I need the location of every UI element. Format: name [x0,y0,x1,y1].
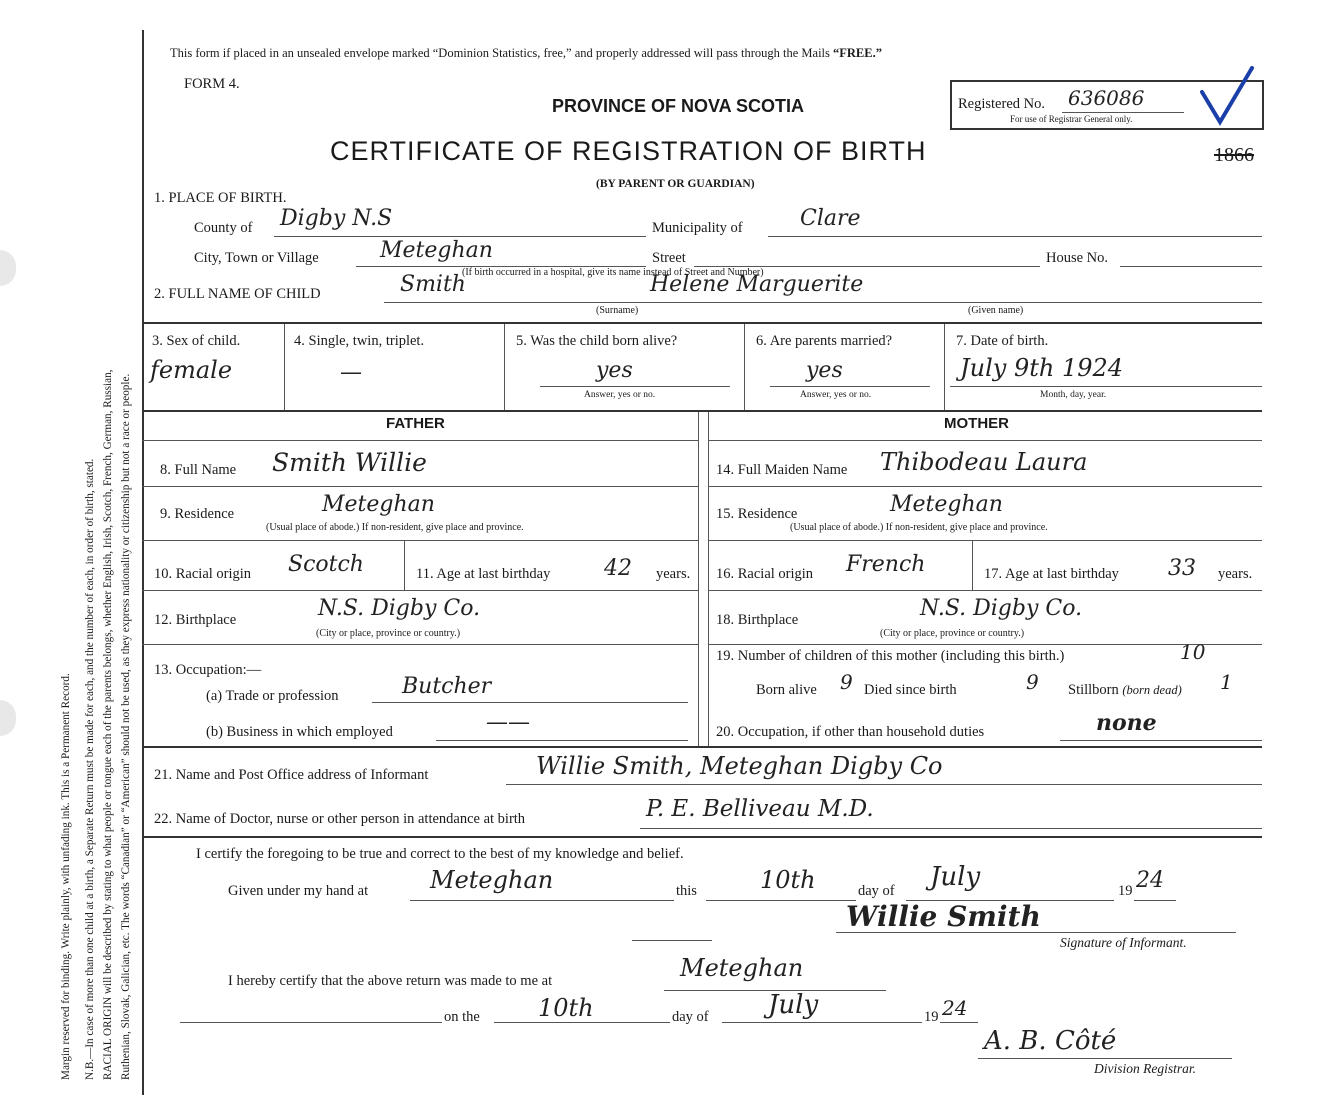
section-divider [142,746,1262,748]
county-label: County of [194,220,253,236]
mother-race-label: 16. Racial origin [716,566,814,582]
given-year: 24 [1136,868,1164,893]
corner-number: 1866 [1214,144,1254,166]
section-divider [142,836,1262,838]
field-line [180,1022,442,1023]
subtitle: (BY PARENT OR GUARDIAN) [596,178,755,190]
father-occupation-label: 13. Occupation:— [154,662,262,678]
given-month: July [930,862,981,892]
field-line [1134,900,1176,901]
field-line [706,900,856,901]
margin-note: Margin reserved for binding. Write plainly, with unfading ink. This is a Permanent Record. [60,673,72,1080]
separator-line [632,940,712,941]
county-value: Digby N.S [280,206,393,231]
city-label: City, Town or Village [194,250,319,266]
registrar-year: 24 [942,996,968,1020]
row-divider [708,486,1262,487]
born-alive-count-value: 9 [840,670,853,694]
this-label: this [676,883,697,899]
father-name-label: 8. Full Name [160,462,237,478]
plurality-value: — [340,360,362,385]
field-line [436,740,688,741]
born-alive-caption: Answer, yes or no. [584,390,656,400]
on-the-label: on the [444,1009,480,1025]
father-residence-label: 9. Residence [160,506,235,522]
field-line [1120,266,1262,267]
row-divider [142,540,698,541]
registered-number: 636086 [1068,86,1145,110]
father-name-value: Smith Willie [272,448,427,477]
father-residence-caption: (Usual place of abode.) If non-resident, give place and province. [266,522,524,533]
given-place: Meteghan [430,866,554,894]
mother-birthplace-value: N.S. Digby Co. [920,596,1083,621]
mother-occupation-value: none [1096,710,1157,736]
child-name-label: 2. FULL NAME OF CHILD [154,286,321,302]
day-of-label: day of [858,883,895,899]
row-divider [708,590,1262,591]
business-label: (b) Business in which employed [206,724,393,740]
row-divider [142,440,698,441]
row-divider [708,440,1262,441]
row-divider [708,644,1262,645]
sex-value: female [150,356,233,384]
business-value: —— [486,710,530,735]
registrar-caption: Division Registrar. [1094,1061,1197,1076]
plurality-label: 4. Single, twin, triplet. [294,333,425,349]
field-line [1060,740,1262,741]
informant-signature-caption: Signature of Informant. [1060,935,1187,950]
field-line [372,702,688,703]
field-line [770,386,930,387]
place-of-birth-heading: 1. PLACE OF BIRTH. [154,190,287,206]
given-name-caption: (Given name) [968,305,1024,316]
form-number: FORM 4. [184,76,240,92]
children-value: 10 [1180,640,1206,664]
page-title: CERTIFICATE OF REGISTRATION OF BIRTH [330,136,927,166]
sex-label: 3. Sex of child. [152,333,241,349]
house-label: House No. [1046,250,1109,266]
child-surname: Smith [400,272,466,297]
row-divider [142,644,698,645]
dob-value: July 9th 1924 [960,354,1124,382]
registrar-month: July [768,990,819,1020]
postal-note: This form if placed in an unsealed envelope marked “Dominion Statistics, free,” and properly addressed will pass through the Mails “FREE.” [170,46,882,60]
doctor-label: 22. Name of Doctor, nurse or other person in attendance at birth [154,811,526,827]
field-line [768,236,1262,237]
registrar-note: For use of Registrar General only. [1010,114,1133,124]
mother-residence-label: 15. Residence [716,506,798,522]
trade-label: (a) Trade or profession [206,688,339,704]
father-heading: FATHER [386,415,445,432]
mother-residence-caption: (Usual place of abode.) If non-resident, give place and province. [790,522,1048,533]
column-divider [708,412,709,746]
registrar-signature: A. B. Côté [984,1026,1117,1056]
parents-married-value: yes [806,358,843,383]
mother-name-label: 14. Full Maiden Name [716,462,848,478]
registrar-year-prefix: 19 [924,1009,939,1025]
cell-divider [504,324,505,410]
cell-divider [944,324,945,410]
row-divider [708,540,1262,541]
given-under-label: Given under my hand at [228,883,369,899]
informant-label: 21. Name and Post Office address of Informant [154,767,429,783]
informant-value: Willie Smith, Meteghan Digby Co [536,752,943,780]
father-birthplace-value: N.S. Digby Co. [318,596,481,621]
city-value: Meteghan [380,238,493,263]
parents-married-label: 6. Are parents married? [756,333,893,349]
informant-signature: Willie Smith [846,900,1041,933]
cell-divider [972,540,973,590]
field-line [384,302,1262,303]
surname-caption: (Surname) [596,305,639,316]
child-given-name: Helene Marguerite [650,272,864,297]
margin-note: RACIAL ORIGIN will be described by stating to what people or tongue each of the parents belongs, whether English, Irish, Scotch, French, German, Russian, [102,369,114,1080]
trade-value: Butcher [402,674,492,699]
registrar-day: 10th [538,994,594,1022]
section-divider [142,410,1262,412]
field-line [950,386,1262,387]
section-divider [142,322,1262,324]
street-label: Street [652,250,686,266]
mother-occupation-label: 20. Occupation, if other than household duties [716,724,985,740]
registrar-place: Meteghan [680,954,804,982]
municipality-value: Clare [800,206,861,231]
father-age-unit: years. [656,566,691,582]
mother-birthplace-caption: (City or place, province or country.) [880,628,1025,639]
field-line [940,1022,978,1023]
field-line [640,828,1262,829]
stillborn-label: Stillborn (born dead) [1068,682,1182,698]
signature-line [978,1058,1232,1059]
died-value: 9 [1026,670,1039,694]
binding-hole [0,700,16,736]
row-divider [142,590,698,591]
mother-name-value: Thibodeau Laura [880,448,1088,476]
form-left-border [142,30,144,1095]
mother-age-unit: years. [1218,566,1253,582]
father-residence-value: Meteghan [322,492,435,517]
municipality-label: Municipality of [652,220,743,236]
father-race-value: Scotch [288,552,364,577]
signature-line [836,932,1236,933]
father-age-label: 11. Age at last birthday [416,566,551,582]
cell-divider [744,324,745,410]
mother-residence-value: Meteghan [890,492,1003,517]
dob-caption: Month, day, year. [1040,390,1107,400]
father-birthplace-label: 12. Birthplace [154,612,237,628]
year-prefix: 19 [1118,883,1133,899]
died-label: Died since birth [864,682,957,698]
doctor-value: P. E. Belliveau M.D. [646,796,874,822]
father-race-label: 10. Racial origin [154,566,252,582]
mother-race-value: French [846,552,926,577]
mother-birthplace-label: 18. Birthplace [716,612,799,628]
margin-note: Ruthenian, Slovak, Galician, etc. The words “Canadian” or “American” should not be used, as they express nationality or citizenship but not a race or people. [120,373,132,1080]
hospital-note: (If birth occurred in a hospital, give its name instead of Street and Number) [462,267,764,278]
born-alive-value: yes [596,358,633,383]
registrar-certify-text: I hereby certify that the above return was made to me at [228,973,553,989]
province-heading: PROVINCE OF NOVA SCOTIA [552,96,805,116]
field-line [506,784,1262,785]
mother-age-value: 33 [1168,556,1196,581]
cell-divider [404,540,405,590]
checkmark-icon [1200,62,1260,132]
father-birthplace-caption: (City or place, province or country.) [316,628,461,639]
field-line [494,1022,670,1023]
column-divider [698,412,699,746]
margin-note: N.B.—In case of more than one child at a birth, a Separate Return must be made for each, and the number of each, in order of birth, stated. [84,458,96,1080]
registrar-day-of-label: day of [672,1009,709,1025]
certify-text: I certify the foregoing to be true and correct to the best of my knowledge and belief. [196,846,684,862]
given-day: 10th [760,866,816,894]
field-line [274,236,646,237]
registered-label: Registered No. [958,96,1045,112]
binding-hole [0,250,16,286]
born-alive-label: 5. Was the child born alive? [516,333,678,349]
mother-age-label: 17. Age at last birthday [984,566,1119,582]
born-alive-count-label: Born alive [756,682,817,698]
field-line [410,900,674,901]
father-age-value: 42 [604,556,632,581]
dob-label: 7. Date of birth. [956,333,1049,349]
stillborn-value: 1 [1220,670,1233,694]
field-line [540,386,730,387]
children-label: 19. Number of children of this mother (including this birth.) [716,648,1065,664]
parents-married-caption: Answer, yes or no. [800,390,872,400]
cell-divider [284,324,285,410]
field-line [1062,112,1184,113]
mother-heading: MOTHER [944,415,1009,432]
row-divider [142,486,698,487]
field-line [722,1022,922,1023]
